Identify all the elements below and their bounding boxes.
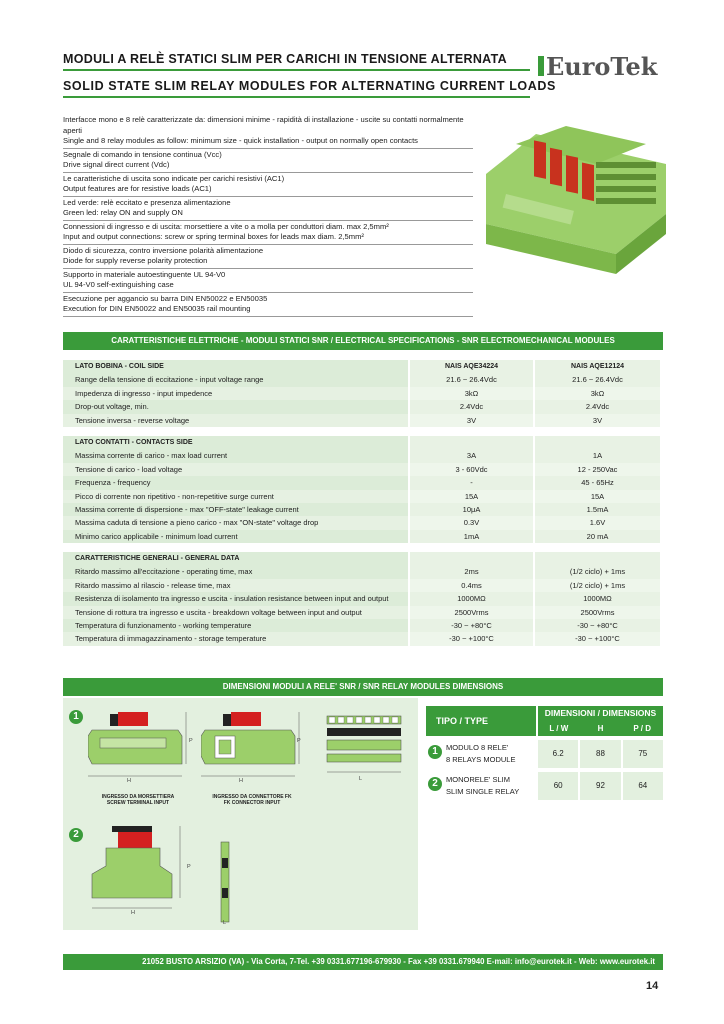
feature-text-en: Drive signal direct current (Vdc): [63, 160, 170, 169]
spec-row: [63, 414, 663, 427]
spec-row: [63, 592, 663, 605]
spec-label: Ritardo massimo al rilascio - release time, max: [63, 579, 410, 592]
feature-text-it: Segnale di comando in tensione continua (Vcc): [63, 149, 222, 159]
feature-text-en: Input and output connections: screw or spring terminal boxes for leads max diam. 2,5mm²: [63, 232, 364, 241]
type-name: [426, 772, 536, 800]
spec-row: [63, 606, 663, 619]
feature-text-en: Execution for DIN EN50022 and EN50035 rail mounting: [63, 304, 251, 313]
spec-value: 3kΩ: [535, 387, 660, 400]
spec-value: 12 - 250Vac: [535, 463, 660, 476]
spec-value: -30 ~ +80°C: [535, 619, 660, 632]
dim-p-label: P: [187, 864, 191, 870]
spec-row: [63, 619, 663, 632]
spec-label: Massima corrente di carico - max load current: [63, 449, 410, 462]
dimensions-title: DIMENSIONI / DIMENSIONS: [544, 708, 657, 718]
spec-value: 2500Vrms: [535, 606, 660, 619]
title-english: SOLID STATE SLIM RELAY MODULES FOR ALTERNATING CURRENT LOADS: [63, 79, 556, 93]
screw-terminal-drawing: [88, 708, 203, 793]
section-gap: [63, 543, 663, 552]
dim-col-label: L / W: [549, 724, 569, 733]
spec-value: -: [410, 476, 535, 489]
title-divider: [63, 69, 530, 71]
spec-row: [63, 503, 663, 516]
dimensions-header: DIMENSIONI MODULI A RELE' SNR / SNR RELAY MODULES DIMENSIONS: [63, 678, 663, 696]
type-name-it: MODULO 8 RELE': [446, 743, 509, 752]
spec-value: -30 ~ +100°C: [535, 632, 660, 645]
dimension-value: 88: [580, 740, 620, 768]
spec-value: 15A: [410, 490, 535, 503]
dimension-value: 75: [623, 740, 663, 768]
spec-value: 45 - 65Hz: [535, 476, 660, 489]
spec-value: 21.6 ~ 26.4Vdc: [535, 373, 660, 386]
slim-side-drawing: [215, 838, 235, 928]
spec-label: Temperatura di immagazzinamento - storage temperature: [63, 632, 410, 645]
spec-header-cell: [535, 436, 660, 449]
dim-p-label: P: [297, 738, 301, 744]
spec-value: 1.6V: [535, 516, 660, 529]
spec-header-cell: LATO BOBINA - COIL SIDE: [63, 360, 410, 373]
feature-item: [63, 197, 473, 221]
caption-screw-input: INGRESSO DA MORSETTIERA SCREW TERMINAL INPUT: [101, 794, 175, 806]
spec-value: 0.3V: [410, 516, 535, 529]
svg-text:EuroTek: EuroTek: [546, 52, 658, 81]
feature-text-en: Green led: relay ON and supply ON: [63, 208, 183, 217]
feature-item: [63, 149, 473, 173]
dim-l-label: L: [359, 776, 363, 782]
spec-value: 2ms: [410, 565, 535, 578]
title-italian: MODULI A RELÈ STATICI SLIM PER CARICHI IN TENSIONE ALTERNATA: [63, 52, 507, 66]
spec-row: [63, 463, 663, 476]
spec-value: 3kΩ: [410, 387, 535, 400]
type-name-en: 8 RELAYS MODULE: [446, 755, 516, 764]
spec-label: Ritardo massimo all'eccitazione - operating time, max: [63, 565, 410, 578]
spec-row: [63, 400, 663, 413]
feature-text-it: Le caratteristiche di uscita sono indicate per carichi resistivi (AC1): [63, 173, 285, 183]
spec-value: 3V: [410, 414, 535, 427]
badge-1: 1: [69, 710, 83, 724]
feature-text-en: Single and 8 relay modules as follow: minimum size - quick installation - output on normally open contacts: [63, 136, 418, 145]
spec-row: [63, 476, 663, 489]
spec-value: 10μA: [410, 503, 535, 516]
top-view-drawing: [323, 712, 413, 782]
spec-value: 1A: [535, 449, 660, 462]
spec-header-cell: [410, 436, 535, 449]
dimensions-col-header: [538, 706, 663, 736]
dim-col-label: H: [597, 724, 604, 733]
feature-text-it: Connessioni di ingresso e di uscita: morsettiere a vite o a molla per conduttori diam. max 2,5mm²: [63, 221, 389, 231]
dimensions-section: [63, 698, 663, 930]
badge-2: 2: [69, 828, 83, 842]
feature-text-it: Esecuzione per aggancio su barra DIN EN50022 e EN50035: [63, 293, 268, 303]
feature-item: [63, 269, 473, 293]
type-name: [426, 740, 536, 768]
spec-section-header: [63, 552, 663, 565]
spec-label: Frequenza - frequency: [63, 476, 410, 489]
electrical-spec-table: [63, 360, 663, 646]
spec-value: 0.4ms: [410, 579, 535, 592]
spec-row: [63, 373, 663, 386]
section-gap: [63, 427, 663, 436]
type-col-header: TIPO / TYPE: [426, 706, 536, 736]
dim-p-label: P: [189, 738, 193, 744]
feature-item: [63, 245, 473, 269]
spec-value: 3V: [535, 414, 660, 427]
spec-row: [63, 387, 663, 400]
type-row: [426, 740, 663, 768]
spec-label: Tensione di rottura tra ingresso e uscita - breakdown voltage between input and output: [63, 606, 410, 619]
feature-item: [63, 114, 473, 149]
type-row: [426, 772, 663, 800]
slim-relay-drawing: [88, 826, 218, 926]
spec-label: Massima corrente di dispersione - max "OFF-state" leakage current: [63, 503, 410, 516]
spec-section-header: [63, 436, 663, 449]
spec-row: [63, 449, 663, 462]
spec-header-cell: NAIS AQE12124: [535, 360, 660, 373]
feature-text-it: Diodo di sicurezza, contro inversione polarità alimentazione: [63, 245, 264, 255]
features-list: [63, 114, 473, 317]
eurotek-logo: [536, 50, 666, 82]
feature-item: [63, 221, 473, 245]
spec-header-cell: CARATTERISTICHE GENERALI - GENERAL DATA: [63, 552, 410, 565]
page-number: 14: [646, 980, 659, 992]
feature-text-en: Output features are for resistive loads (AC1): [63, 184, 212, 193]
dim-l-label: L: [223, 920, 227, 926]
spec-label: Range della tensione di eccitazione - input voltage range: [63, 373, 410, 386]
spec-value: 3A: [410, 449, 535, 462]
spec-label: Tensione di carico - load voltage: [63, 463, 410, 476]
type-badge: 1: [428, 745, 442, 759]
type-table-header: [426, 706, 663, 736]
fk-connector-drawing: [201, 708, 316, 793]
caption-fk-input: INGRESSO DA CONNETTORE FK FK CONNECTOR INPUT: [212, 794, 292, 806]
type-dimensions-table: [426, 706, 663, 800]
spec-row: [63, 579, 663, 592]
spec-row: [63, 530, 663, 543]
spec-label: Massima caduta di tensione a pieno carico - max "ON-state" voltage drop: [63, 516, 410, 529]
feature-text-it: Interfacce mono e 8 relè caratterizzate da: dimensioni minime - rapidità di installazione - uscite su contatti normalmente aperti: [63, 115, 464, 135]
spec-header-cell: LATO CONTATTI - CONTACTS SIDE: [63, 436, 410, 449]
spec-label: Resistenza di isolamento tra ingresso e uscita - insulation resistance between input and output: [63, 592, 410, 605]
dim-h-label: H: [239, 778, 243, 784]
spec-value: 20 mA: [535, 530, 660, 543]
spec-row: [63, 490, 663, 503]
spec-value: (1/2 ciclo) + 1ms: [535, 565, 660, 578]
spec-label: Temperatura di funzionamento - working temperature: [63, 619, 410, 632]
spec-label: Impedenza di ingresso - input impedence: [63, 387, 410, 400]
dimension-value: 60: [538, 772, 578, 800]
spec-section-header: [63, 360, 663, 373]
dimension-value: 64: [623, 772, 663, 800]
spec-value: 1000MΩ: [535, 592, 660, 605]
feature-text-en: UL 94-V0 self-extinguishing case: [63, 280, 174, 289]
type-name-it: MONORELE' SLIM: [446, 775, 510, 784]
feature-text-it: Led verde: relè eccitato e presenza alimentazione: [63, 197, 231, 207]
spec-value: 21.6 ~ 26.4Vdc: [410, 373, 535, 386]
spec-label: Tensione inversa - reverse voltage: [63, 414, 410, 427]
spec-value: 2.4Vdc: [535, 400, 660, 413]
dimension-value: 92: [580, 772, 620, 800]
spec-header-cell: NAIS AQE34224: [410, 360, 535, 373]
feature-item: [63, 173, 473, 197]
spec-value: (1/2 ciclo) + 1ms: [535, 579, 660, 592]
footer-contact: 21052 BUSTO ARSIZIO (VA) - Via Corta, 7-Tel. +39 0331.677196-679930 - Fax +39 0331.679940 E-mail: info@eurotek.it - Web: www.eurotek.it: [63, 954, 663, 970]
spec-row: [63, 565, 663, 578]
spec-value: -30 ~ +100°C: [410, 632, 535, 645]
spec-label: Drop-out voltage, min.: [63, 400, 410, 413]
electrical-spec-header: CARATTERISTICHE ELETTRICHE - MODULI STATICI SNR / ELECTRICAL SPECIFICATIONS - SNR ELECTROMECHANICAL MODULES: [63, 332, 663, 350]
spec-value: 15A: [535, 490, 660, 503]
type-name-en: SLIM SINGLE RELAY: [446, 787, 520, 796]
spec-value: 2500Vrms: [410, 606, 535, 619]
spec-header-cell: [535, 552, 660, 565]
spec-value: -30 ~ +80°C: [410, 619, 535, 632]
feature-text-it: Supporto in materiale autoestinguente UL 94-V0: [63, 269, 226, 279]
spec-value: 1mA: [410, 530, 535, 543]
title-divider: [63, 96, 530, 98]
spec-row: [63, 632, 663, 645]
spec-label: Picco di corrente non ripetitivo - non-repetitive surge current: [63, 490, 410, 503]
feature-item: [63, 293, 473, 317]
spec-label: Minimo carico applicabile - minimum load current: [63, 530, 410, 543]
dimension-value: 6.2: [538, 740, 578, 768]
spec-value: 1.5mA: [535, 503, 660, 516]
spec-row: [63, 516, 663, 529]
dim-h-label: H: [131, 910, 135, 916]
spec-value: 2.4Vdc: [410, 400, 535, 413]
spec-header-cell: [410, 552, 535, 565]
feature-text-en: Diode for supply reverse polarity protection: [63, 256, 208, 265]
dim-h-label: H: [127, 778, 131, 784]
type-badge: 2: [428, 777, 442, 791]
spec-value: 1000MΩ: [410, 592, 535, 605]
relay-module-photo: [476, 104, 674, 284]
spec-value: 3 - 60Vdc: [410, 463, 535, 476]
dim-col-label: P / D: [633, 724, 651, 733]
